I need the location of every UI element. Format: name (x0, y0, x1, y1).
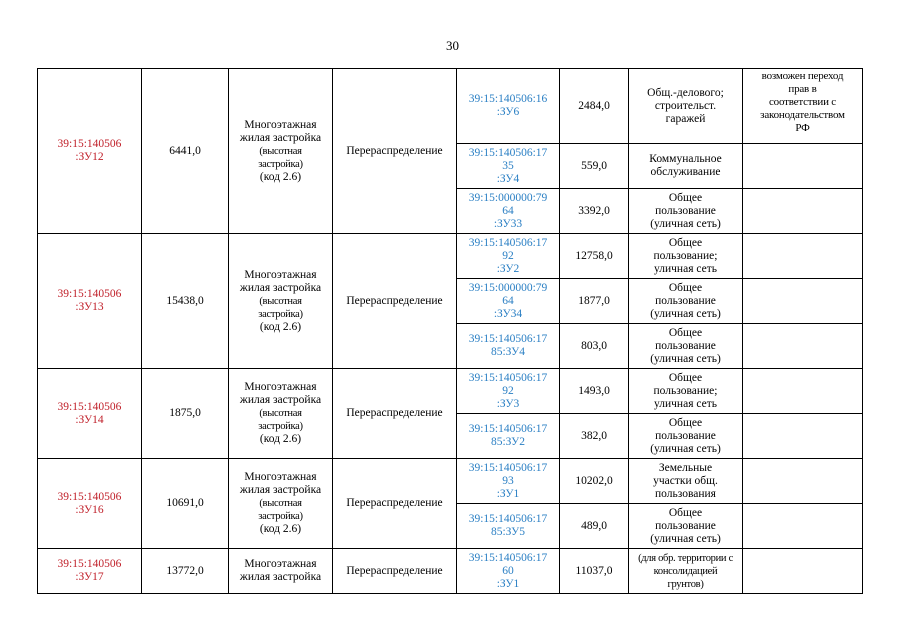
formation-method-cell: Перераспределение (333, 234, 457, 369)
source-plot-purpose-cell: Общее пользование (уличная сеть) (629, 324, 743, 369)
permitted-use-line: застройка) (258, 421, 303, 432)
table-row (38, 369, 863, 414)
permitted-use-line: жилая застройка (239, 394, 322, 406)
formation-method-cell: Перераспределение (333, 459, 457, 549)
source-plot-area-cell: 11037,0 (560, 549, 629, 594)
source-plot-area-cell: 803,0 (560, 324, 629, 369)
permitted-use-line: застройка) (258, 511, 303, 522)
permitted-use-cell (229, 234, 333, 369)
plot-area-cell: 15438,0 (142, 234, 229, 369)
land-plots-table (37, 68, 863, 594)
permitted-use-line: жилая застройка (239, 281, 322, 294)
source-plot-purpose-cell: Общее пользование; уличная сеть (629, 369, 743, 414)
permitted-use-line: (высотная (259, 295, 302, 307)
formation-method-cell: Перераспределение (333, 369, 457, 459)
permitted-use-line: (высотная (259, 408, 302, 419)
source-plot-purpose-cell: Общ.-делового; строительст. гаражей (629, 69, 743, 144)
permitted-use-line: застройка) (258, 308, 303, 320)
note-cell: возможен переход прав в соответствии с законодательством РФ (743, 69, 863, 144)
formation-method-cell: Перераспределение (333, 549, 457, 594)
permitted-use-line: Многоэтажная (244, 118, 317, 131)
source-plot-area-cell: 1493,0 (560, 369, 629, 414)
table-row (38, 549, 863, 594)
plot-id-cell: 39:15:140506 :ЗУ14 (38, 369, 142, 459)
permitted-use-line: (код 2.6) (259, 320, 302, 333)
source-plot-purpose-cell: Земельные участки общ. пользования (629, 459, 743, 504)
note-cell (743, 369, 863, 414)
source-plot-area-cell: 12758,0 (560, 234, 629, 279)
source-plot-purpose-cell: Общее пользование (уличная сеть) (629, 414, 743, 459)
note-cell (743, 414, 863, 459)
table-row (38, 459, 863, 504)
plot-area-cell: 10691,0 (142, 459, 229, 549)
note-cell (743, 459, 863, 504)
source-plot-area-cell: 1877,0 (560, 279, 629, 324)
permitted-use-line: застройка) (258, 158, 303, 170)
source-plot-number-cell: 39:15:140506:17 85:ЗУ2 (457, 414, 560, 459)
permitted-use-line: жилая застройка (239, 484, 322, 496)
permitted-use-line: Многоэтажная (244, 268, 317, 281)
source-plot-number-cell: 39:15:140506:17 92 :ЗУ2 (457, 234, 560, 279)
source-plot-purpose-cell: Общее пользование (уличная сеть) (629, 504, 743, 549)
note-cell (743, 234, 863, 279)
note-cell (743, 549, 863, 594)
table-row (38, 69, 863, 144)
note-cell (743, 144, 863, 189)
permitted-use-line: (код 2.6) (259, 433, 302, 445)
table-row (38, 234, 863, 279)
permitted-use-cell (229, 549, 333, 594)
source-plot-number-cell: 39:15:000000:79 64 :ЗУ34 (457, 279, 560, 324)
source-plot-area-cell: 3392,0 (560, 189, 629, 234)
source-plot-purpose-cell: Общее пользование; уличная сеть (629, 234, 743, 279)
plot-area-cell: 13772,0 (142, 549, 229, 594)
source-plot-number-cell: 39:15:140506:17 93 :ЗУ1 (457, 459, 560, 504)
permitted-use-line: Многоэтажная (244, 471, 317, 483)
permitted-use-line: (код 2.6) (259, 170, 302, 183)
source-plot-purpose-cell: Общее пользование (уличная сеть) (629, 189, 743, 234)
plot-id-cell: 39:15:140506 :ЗУ16 (38, 459, 142, 549)
note-cell (743, 324, 863, 369)
source-plot-purpose-cell: (для обр. территории с консолидацией грунтов) (629, 549, 743, 594)
permitted-use-cell (229, 69, 333, 234)
source-plot-number-cell: 39:15:140506:17 35 :ЗУ4 (457, 144, 560, 189)
source-plot-purpose-cell: Общее пользование (уличная сеть) (629, 279, 743, 324)
source-plot-number-cell: 39:15:140506:17 60 :ЗУ1 (457, 549, 560, 594)
plot-id-cell: 39:15:140506 :ЗУ12 (38, 69, 142, 234)
source-plot-area-cell: 2484,0 (560, 69, 629, 144)
source-plot-area-cell: 489,0 (560, 504, 629, 549)
permitted-use-line: (высотная (259, 498, 302, 509)
permitted-use-line: Многоэтажная (244, 381, 317, 393)
source-plot-area-cell: 559,0 (560, 144, 629, 189)
page-number: 30 (446, 38, 459, 53)
plot-id-cell: 39:15:140506 :ЗУ13 (38, 234, 142, 369)
source-plot-area-cell: 382,0 (560, 414, 629, 459)
permitted-use-cell (229, 369, 333, 459)
permitted-use-cell (229, 459, 333, 549)
source-plot-number-cell: 39:15:140506:16 :ЗУ6 (457, 69, 560, 144)
permitted-use-line: жилая застройка (239, 571, 322, 583)
source-plot-number-cell: 39:15:140506:17 92 :ЗУ3 (457, 369, 560, 414)
plot-area-cell: 6441,0 (142, 69, 229, 234)
source-plot-number-cell: 39:15:140506:17 85:ЗУ4 (457, 324, 560, 369)
note-cell (743, 504, 863, 549)
plot-id-cell: 39:15:140506 :ЗУ17 (38, 549, 142, 594)
plot-area-cell: 1875,0 (142, 369, 229, 459)
note-cell (743, 279, 863, 324)
source-plot-area-cell: 10202,0 (560, 459, 629, 504)
permitted-use-line: (высотная (259, 145, 302, 157)
permitted-use-line: (код 2.6) (259, 523, 302, 535)
permitted-use-line: жилая застройка (239, 131, 322, 144)
source-plot-purpose-cell: Коммунальное обслуживание (629, 144, 743, 189)
source-plot-number-cell: 39:15:140506:17 85:ЗУ5 (457, 504, 560, 549)
note-cell (743, 189, 863, 234)
formation-method-cell: Перераспределение (333, 69, 457, 234)
permitted-use-line: Многоэтажная (244, 558, 317, 570)
source-plot-number-cell: 39:15:000000:79 64 :ЗУ33 (457, 189, 560, 234)
